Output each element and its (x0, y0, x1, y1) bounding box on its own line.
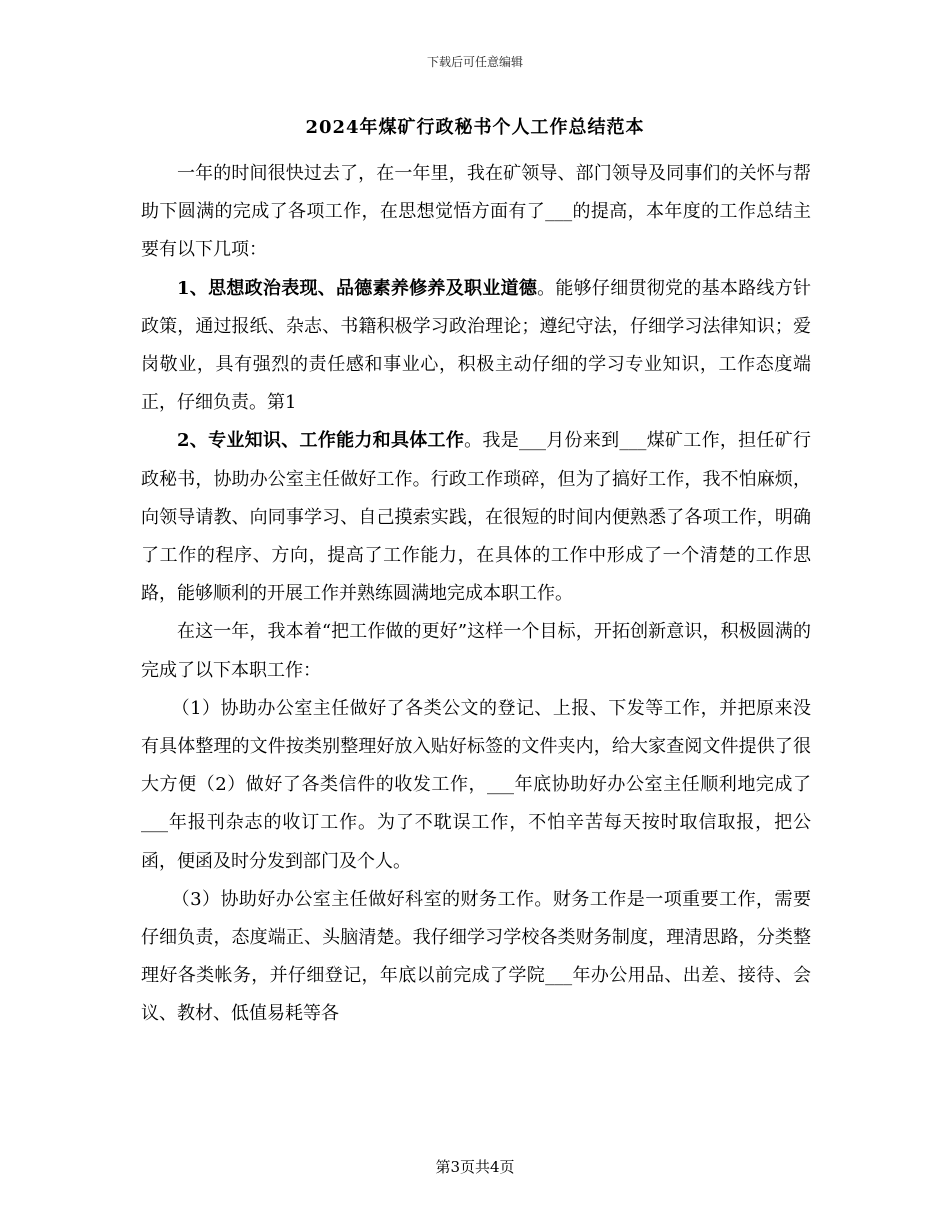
paragraph-professional-text: 。我是___月份来到___煤矿工作，担任矿行政秘书，协助办公室主任做好工作。行政工作琐碎，但为了搞好工作，我不怕麻烦，向领导请教、向同事学习、自己摸索实践，在很短的时间内便熟悉了各项工作，明确了工作的程序、方向，提高了工作能力，在具体的工作中形成了一个清楚的工作思路，能够顺利的开展工作并熟练圆满地完成本职工作。 (141, 430, 812, 605)
section-heading-1: 1、思想政治表现、品德素养修养及职业道德 (177, 277, 538, 299)
paragraph-item-3: （3）协助好办公室主任做好科室的财务工作。财务工作是一项重要工作，需要仔细负责，态度端正、头脑清楚。我仔细学习学校各类财务制度，理清思路，分类整理好各类帐务，并仔细登记，年底以前完成了学院___年办公用品、出差、接待、会议、教材、低值易耗等各 (141, 888, 811, 1025)
paragraph-goal: 在这一年，我本着“把工作做的更好”这样一个目标，开拓创新意识，积极圆满的完成了以下本职工作： (141, 621, 811, 681)
paragraph-item-1-2: （1）协助办公室主任做好了各类公文的登记、上报、下发等工作，并把原来没有具体整理的文件按类别整理好放入贴好标签的文件夹内，给大家查阅文件提供了很大方便（2）做好了各类信件的收发工作，___年底协助好办公室主任顺利地完成了___年报刊杂志的收订工作。为了不耽误工作，不怕辛苦每天按时取信取报，把公函，便函及时分发到部门及个人。 (141, 697, 811, 872)
paragraph-political (141, 270, 811, 423)
paragraph-political-text: 。能够仔细贯彻党的基本路线方针政策，通过报纸、杂志、书籍积极学习政治理论；遵纪守法，仔细学习法律知识；爱岗敬业，具有强烈的责任感和事业心，积极主动仔细的学习专业知识，工作态度端正，仔细负责。第1 (141, 277, 811, 414)
paragraph-professional (141, 422, 811, 613)
document-title: 2024年煤矿行政秘书个人工作总结范本 (305, 117, 645, 138)
section-heading-2: 2、专业知识、工作能力和具体工作 (177, 430, 465, 452)
header-note: 下载后可任意编辑 (426, 55, 523, 69)
page-number: 第3页共4页 (435, 1158, 515, 1176)
document-body (141, 155, 811, 1034)
paragraph-intro: 一年的时间很快过去了，在一年里，我在矿领导、部门领导及同事们的关怀与帮助下圆满的完成了各项工作，在思想觉悟方面有了___的提高，本年度的工作总结主要有以下几项： (141, 163, 811, 261)
